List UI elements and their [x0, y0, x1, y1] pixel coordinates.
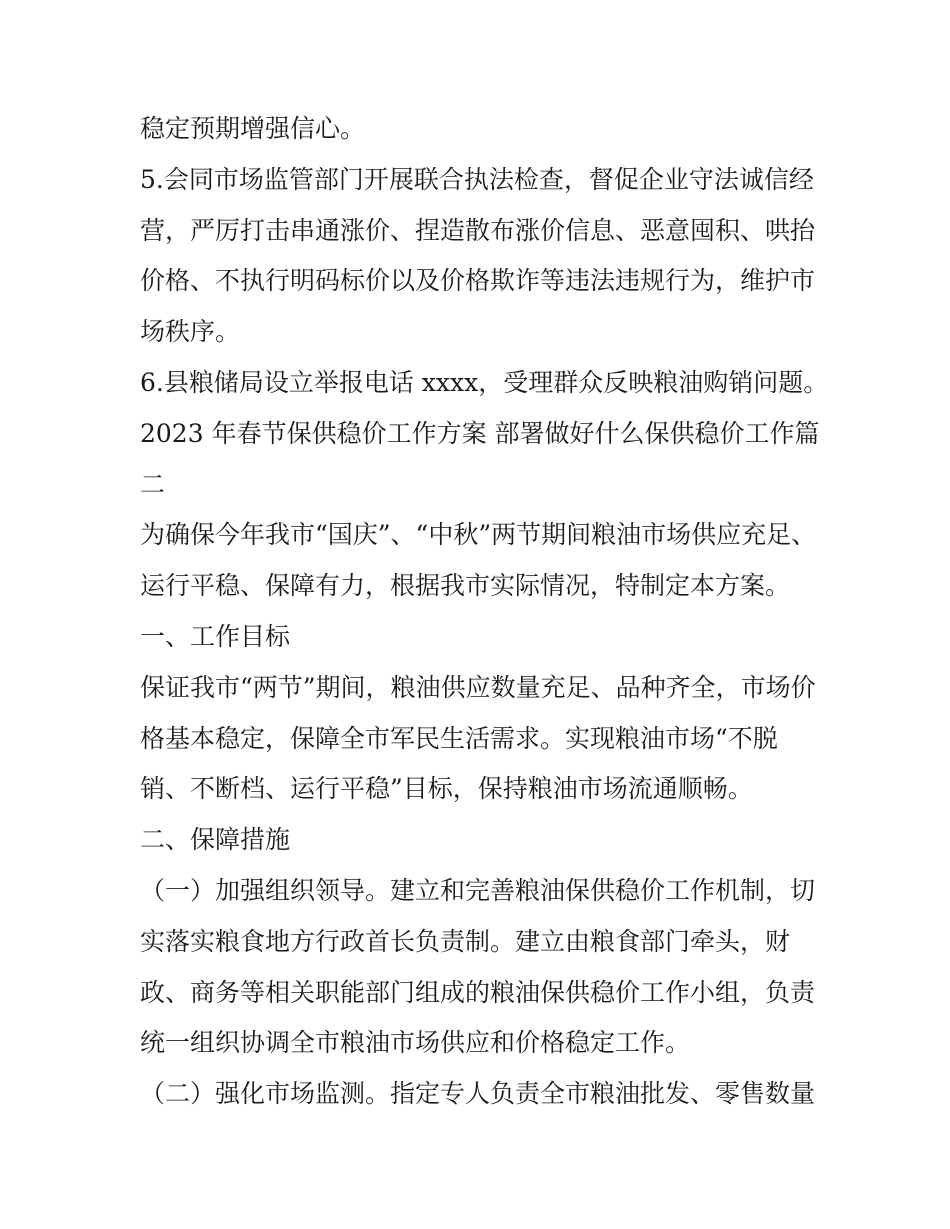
document-body	[140, 104, 830, 1120]
text-line: 为确保今年我市“国庆”、“中秋”两节期间粮油市场供应充足、	[140, 520, 817, 550]
heading-work-goals: 一、工作目标	[140, 621, 291, 651]
section-title-line: 二	[140, 469, 166, 499]
text-line: 格基本稳定，保障全市军民生活需求。实现粮油市场“不脱	[140, 723, 778, 753]
text-line: 场秩序。	[140, 317, 241, 347]
text-line: 政、商务等相关职能部门组成的粮油保供稳价工作小组，负责	[140, 977, 816, 1007]
text-line: 统一组织协调全市粮油市场供应和价格稳定工作。	[140, 1028, 691, 1058]
text-line: 销、不断档、运行平稳”目标，保持粮油市场流通顺畅。	[140, 774, 753, 804]
section-title-line: 2023 年春节保供稳价工作方案 部署做好什么保供稳价工作篇	[140, 418, 820, 448]
text-line: 保证我市“两节”期间，粮油供应数量充足、品种齐全，市场价	[140, 672, 816, 702]
text-line: （二）强化市场监测。指定专人负责全市粮油批发、零售数量	[140, 1079, 816, 1109]
text-line: 5.会同市场监管部门开展联合执法检查，督促企业守法诚信经	[140, 164, 814, 194]
text-line: （一）加强组织领导。建立和完善粮油保供稳价工作机制，切	[140, 875, 816, 905]
text-line: 运行平稳、保障有力，根据我市实际情况，特制定本方案。	[140, 571, 791, 601]
text-line: 6.县粮储局设立举报电话 xxxx，受理群众反映粮油购销问题。	[140, 367, 829, 397]
text-line: 价格、不执行明码标价以及价格欺诈等违法违规行为，维护市	[140, 266, 816, 296]
text-line: 稳定预期增强信心。	[140, 114, 366, 143]
text-line: 实落实粮食地方行政首长负责制。建立由粮食部门牵头，财	[140, 926, 791, 956]
text-line: 营，严厉打击串通涨价、捏造散布涨价信息、恶意囤积、哄抬	[140, 215, 816, 245]
heading-safeguard-measures: 二、保障措施	[140, 825, 291, 855]
